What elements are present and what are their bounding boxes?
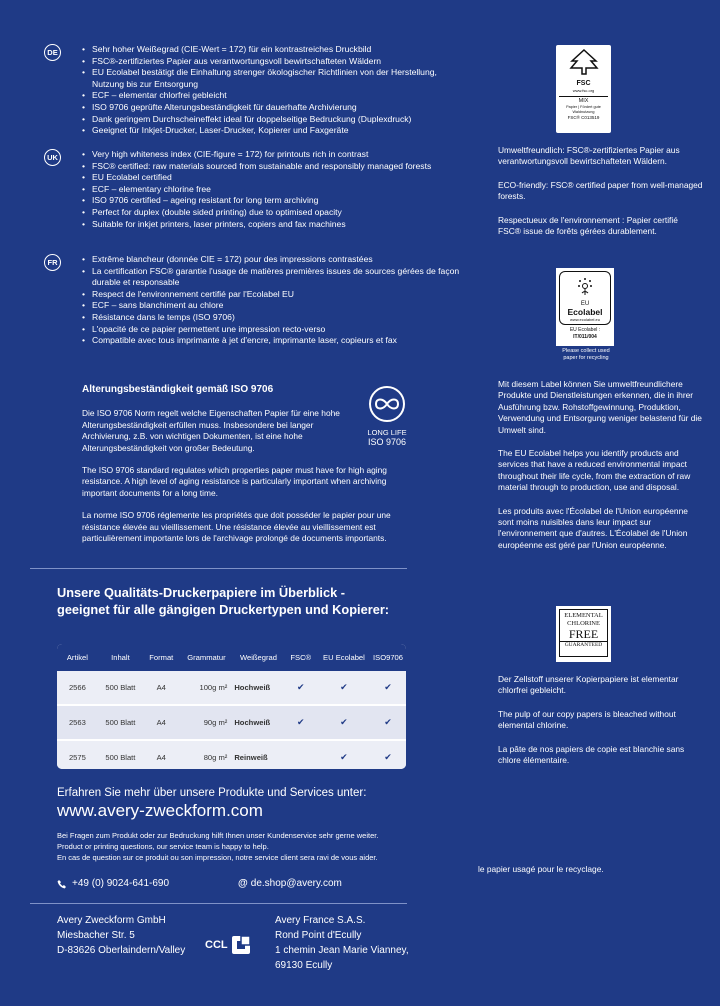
address-de-line1: Avery Zweckform GmbH: [57, 915, 166, 926]
phone-contact[interactable]: [57, 878, 169, 889]
list-item: • Respect de l'environnement certifié par l'Ecolabel EU: [82, 289, 462, 301]
iso-paragraph-fr: La norme ISO 9706 réglemente les propriétés que doit posséder le papier pour une résistance élevée au vieillissement. Une résistance élevée au vieillissement est particulièrement importante lors de l'archivage prolongé de documents importants.: [82, 510, 391, 544]
ccl-logo-text: CCL: [205, 939, 228, 951]
inhalt-cell: 500 Blatt: [98, 740, 143, 769]
email-contact[interactable]: [238, 878, 342, 889]
column-header: ISO9706: [370, 644, 406, 671]
list-item: • EU Ecolabel bestätigt die Einhaltung strenger ökologischer Richtlinien von der Herstellung, Nutzung bis zur Entsorgung: [82, 67, 462, 90]
address-de-line3: D-83626 Oberlaindern/Valley: [57, 945, 186, 956]
list-item: • La certification FSC® garantie l'usage de matières premières issues de sources gérées de façon durable et responsable: [82, 266, 462, 289]
list-item: • Dank geringem Durchscheineffekt ideal für doppelseitige Bedruckung (Duplexdruck): [82, 114, 462, 126]
ecolabel-check-icon: ✔: [318, 705, 370, 740]
fsc-url: www.fsc.org: [572, 88, 595, 93]
ecf-text-de: Der Zellstoff unserer Kopierpapiere ist elementar chlorfrei gebleicht.: [498, 674, 679, 696]
artikel-cell: 2566: [57, 671, 98, 705]
fsc-check-icon: ✔: [284, 705, 318, 740]
list-item: • Suitable for inkjet printers, laser printers, copiers and fax machines: [82, 219, 462, 231]
phone-number: +49 (0) 9024-641-690: [72, 878, 170, 889]
list-item: • Résistance dans le temps (ISO 9706): [82, 312, 462, 324]
fsc-check-icon: [284, 740, 318, 769]
column-header: FSC®: [284, 644, 318, 671]
more-info-text: Erfahren Sie mehr über unsere Produkte und Services unter:: [57, 787, 367, 799]
address-de-line2: Miesbacher Str. 5: [57, 930, 135, 941]
divider: [30, 903, 407, 904]
iso-section: [82, 384, 412, 555]
address-fr-line4: 69130 Ecully: [275, 960, 333, 971]
list-item: • ECF – elementar chlorfrei gebleicht: [82, 90, 462, 102]
artikel-cell: 2563: [57, 705, 98, 740]
ecolabel-url: www.ecolabel.eu: [569, 317, 601, 322]
fsc-text-fr: Respectueux de l'environnement : Papier certifié FSC® issue de forêts gérées durablement.: [498, 214, 678, 237]
overview-title: [57, 584, 389, 618]
list-item: • Extrême blancheur (donnée CIE = 172) pour des impressions contrastées: [82, 254, 462, 266]
fsc-code: FSC® C013519: [567, 115, 600, 120]
list-item: • ECF – sans blanchiment au chlore: [82, 300, 462, 312]
overview-title-line2: geeignet für alle gängigen Druckertypen und Kopierer:: [57, 602, 390, 617]
ecolabel-text-de: Mit diesem Label können Sie umweltfreundlichere Produkte und Dienstleistungen erkennen, die in ihrer Ausführung bzw. Rohstoffgewinnung, Produktion, Verwendung und Entsorgung weniger belastend für die Umwelt sind.: [498, 379, 702, 435]
fsc-logo: [556, 45, 611, 133]
list-item: • ISO 9706 geprüfte Alterungsbeständigkeit für dauerhafte Archivierung: [82, 102, 462, 114]
address-fr: [275, 913, 409, 973]
overview-title-line1: Unsere Qualitäts-Druckerpapiere im Überblick -: [57, 585, 346, 600]
ecolabel-reg-label: EU Ecolabel :: [569, 327, 601, 333]
format-cell: A4: [143, 671, 180, 705]
table-row: [57, 671, 406, 705]
fsc-mix-sub: Papier | Fördert gute Waldnutzung: [566, 105, 601, 114]
column-header: Grammatur: [180, 644, 234, 671]
weissegrad-cell: Reinweiß: [233, 740, 283, 769]
service-text-fr: En cas de question sur ce produit ou son impression, notre service client sera ravi de vous aider.: [57, 853, 378, 862]
list-item: • ISO 9706 certified – ageing resistant for long term archiving: [82, 195, 462, 207]
iso-label: ISO 9706: [367, 437, 407, 447]
ccl-logo: [205, 935, 251, 955]
ecolabel-name: Ecolabel: [567, 307, 603, 317]
fsc-text-de: Umweltfreundlich: FSC®-zertifiziertes Papier aus verantwortungsvoll bewirtschafteten Wäldern.: [498, 145, 680, 167]
list-item: • Geeignet für Inkjet-Drucker, Laser-Drucker, Kopierer und Faxgeräte: [82, 125, 462, 137]
feature-list-fr: [82, 254, 462, 347]
grammatur-cell: 100g m²: [180, 671, 234, 705]
grammatur-cell: 90g m²: [180, 705, 234, 740]
fsc-check-icon: ✔: [284, 671, 318, 705]
phone-icon: [57, 879, 67, 889]
divider: [30, 568, 407, 569]
list-item: • FSC®-zertifiziertes Papier aus verantwortungsvoll bewirtschafteten Wäldern: [82, 56, 462, 68]
column-header: Weißegrad: [233, 644, 283, 671]
fsc-brand: FSC: [576, 80, 591, 87]
infinity-icon: [368, 385, 406, 423]
artikel-cell: 2575: [57, 740, 98, 769]
lang-badge-fr: FR: [44, 254, 61, 271]
column-header: Artikel: [57, 644, 98, 671]
ecf-text-en: The pulp of our copy papers is bleached without elemental chlorine.: [498, 708, 676, 731]
list-item: • L'opacité de ce papier permettent une impression recto-verso: [82, 324, 462, 336]
iso-paragraph-de: Die ISO 9706 Norm regelt welche Eigenschaften Papier für eine hohe Alterungsbeständigkeit erfüllen muss. Insbesondere bei langer Archivierung, z.B. von wichtigen Dokumenten, ist eine hohe Alterungsbeständigkeit von großer Bedeutung.: [82, 408, 340, 453]
ecf-line2: CHLORINE: [567, 620, 600, 627]
service-text-en: Product or printing questions, our service team is happy to help.: [57, 842, 269, 851]
ecolabel-eu: EU: [580, 301, 590, 307]
format-cell: A4: [143, 740, 180, 769]
grammatur-cell: 80g m²: [180, 740, 234, 769]
table-row: [57, 740, 406, 769]
ecolabel-flower-icon: [574, 274, 596, 296]
list-item: • Very high whiteness index (CIE-figure = 172) for printouts rich in contrast: [82, 149, 462, 161]
ecolabel-text-fr: Les produits avec l'Écolabel de l'Union européenne sont moins nuisibles dans leur impact sur l'environnement que d'autres. L'Écolabel de l'Union européenne est géré par l'Union européenne.: [498, 505, 688, 550]
list-item: • Perfect for duplex (double sided printing) due to optimised opacity: [82, 207, 462, 219]
ecolabel-check-icon: ✔: [318, 740, 370, 769]
feature-list-uk: [82, 149, 462, 230]
weissegrad-cell: Hochweiß: [233, 705, 283, 740]
ecf-text: [498, 674, 703, 778]
ccl-mark-icon: [231, 935, 251, 955]
ecf-logo: [556, 606, 611, 662]
address-fr-line2: Rond Point d'Ecully: [275, 930, 362, 941]
fsc-text: [498, 145, 703, 249]
ecolabel-recycle-note: Please collect used paper for recycling: [562, 348, 610, 361]
list-item: • Compatible avec tous imprimante à jet d'encre, imprimante laser, copieurs et fax: [82, 335, 462, 347]
iso-check-icon: ✔: [370, 705, 406, 740]
list-item: • FSC® certified: raw materials sourced from sustainable and responsibly managed forests: [82, 161, 462, 173]
website-link[interactable]: www.avery-zweckform.com: [57, 801, 263, 820]
iso-title: Alterungsbeständigkeit gemäß ISO 9706: [82, 384, 274, 395]
list-item: • ECF – elementary chlorine free: [82, 184, 462, 196]
iso-check-icon: ✔: [370, 740, 406, 769]
inhalt-cell: 500 Blatt: [98, 671, 143, 705]
address-de: [57, 913, 185, 958]
service-text-de: Bei Fragen zum Produkt oder zur Bedruckung hilft Ihnen unser Kundenservice sehr gerne weiter.: [57, 831, 379, 840]
table-row: [57, 705, 406, 740]
ecolabel-text: [498, 379, 703, 563]
email-address: de.shop@avery.com: [250, 878, 342, 889]
long-life-label: LONG LIFE: [367, 428, 407, 437]
fsc-tree-icon: [569, 49, 599, 75]
product-table: [57, 644, 406, 769]
lang-badge-de: DE: [44, 44, 61, 61]
list-item: • EU Ecolabel certified: [82, 172, 462, 184]
address-fr-line1: Avery France S.A.S.: [275, 915, 366, 926]
at-icon: @: [238, 878, 248, 889]
service-text: [57, 830, 378, 863]
recycle-footer-note: le papier usagé pour le recyclage.: [478, 864, 604, 874]
table-header-row: [57, 644, 406, 671]
long-life-logo: [364, 385, 410, 445]
ecolabel-text-en: The EU Ecolabel helps you identify products and services that have a reduced environmental impact throughout their life cycle, from the extraction of raw material through to production, use and disposal.: [498, 448, 691, 493]
ecf-text-fr: La pâte de nos papiers de copie est blanchie sans chlore élémentaire.: [498, 743, 685, 766]
ecolabel-check-icon: ✔: [318, 671, 370, 705]
ecf-line3: FREE: [568, 627, 599, 641]
format-cell: A4: [143, 705, 180, 740]
lang-badge-uk: UK: [44, 149, 61, 166]
eu-ecolabel-logo: [556, 268, 614, 346]
ecf-line4: GUARANTEED: [560, 641, 607, 649]
weissegrad-cell: Hochweiß: [233, 671, 283, 705]
ecf-line1: ELEMENTAL: [564, 612, 603, 619]
inhalt-cell: 500 Blatt: [98, 705, 143, 740]
iso-check-icon: ✔: [370, 671, 406, 705]
fsc-mix: MIX: [559, 96, 608, 105]
ecolabel-reg-no: IT/011/004: [573, 334, 597, 340]
column-header: Inhalt: [98, 644, 143, 671]
column-header: EU Ecolabel: [318, 644, 370, 671]
iso-paragraph-en: The ISO 9706 standard regulates which properties paper must have for high aging resistance. A high level of aging resistance is particularly important when archiving important documents for a long time.: [82, 465, 387, 498]
feature-list-de: [82, 44, 462, 137]
address-fr-line3: 1 chemin Jean Marie Vianney,: [275, 945, 409, 956]
list-item: • Sehr hoher Weißegrad (CIE-Wert = 172) für ein kontrastreiches Druckbild: [82, 44, 462, 56]
column-header: Format: [143, 644, 180, 671]
fsc-text-en: ECO-friendly: FSC® certified paper from well-managed forests.: [498, 179, 703, 202]
